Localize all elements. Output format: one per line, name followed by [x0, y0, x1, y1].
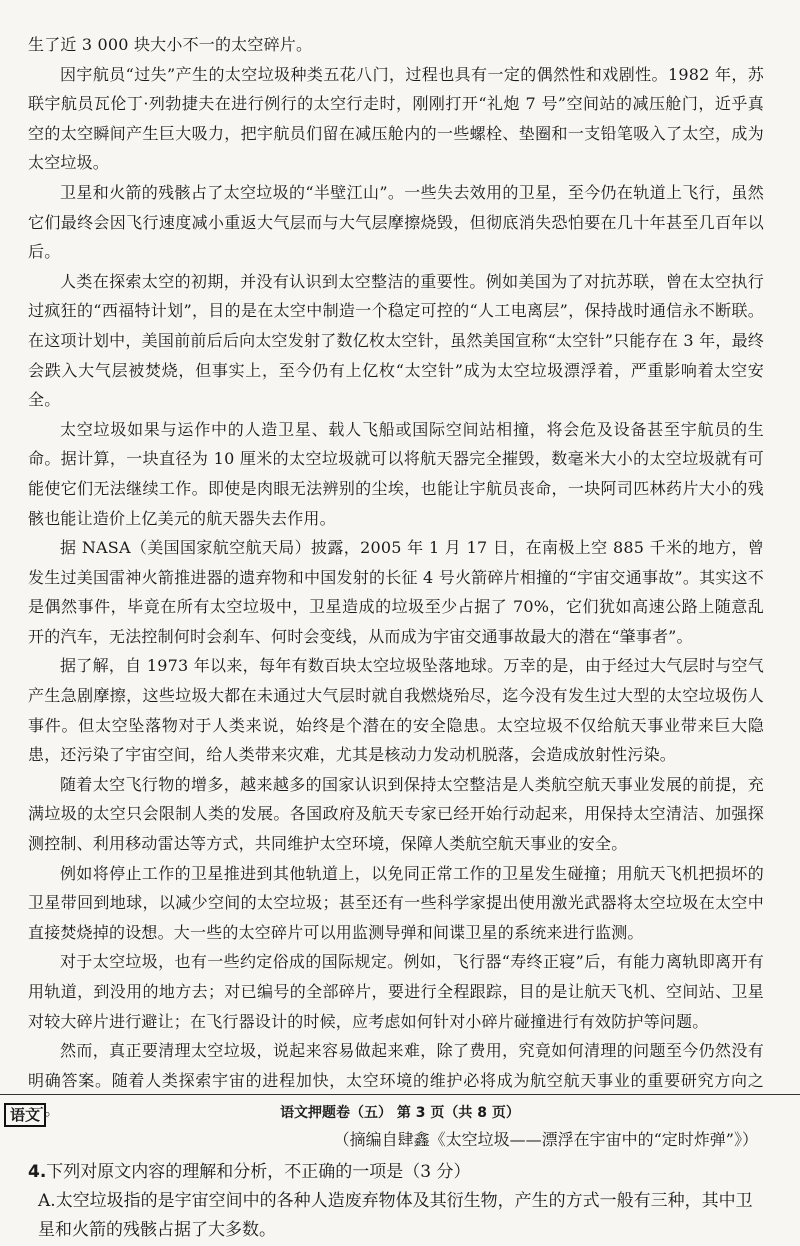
- paragraph: 卫星和火箭的残骸占了太空垃圾的“半壁江山”。一些失去效用的卫星，至今仍在轨道上飞行，虽然它们最终会因飞行速度减小重返大气层而与大气层摩擦烧毁，但彻底消失恐怕要在几十年甚至几百年以后。: [28, 182, 764, 262]
- paragraph: 随着太空飞行物的增多，越来越多的国家认识到保持太空整洁是人类航空航天事业发展的前提，充满垃圾的太空只会限制人类的发展。各国政府及航天专家已经开始行动起来，用保持太空清洁、加强探测控制、利用移动雷达等方式，共同维护太空环境，保障人类航空航天事业的安全。: [28, 774, 764, 854]
- page-footer: [0, 1094, 800, 1131]
- question-options: [28, 1187, 764, 1246]
- paragraph: 对于太空垃圾，也有一些约定俗成的国际规定。例如，飞行器“寿终正寝”后，有能力离轨即离开有用轨道，到没用的地方去；对已编号的全部碎片，要进行全程跟踪，目的是让航天飞机、空间站、卫星对较大碎片进行避让；在飞行器设计的时候，应考虑如何针对小碎片碰撞进行有效防护等问题。: [28, 952, 764, 1031]
- paragraph: 然而，真正要清理太空垃圾，说起来容易做起来难，除了费用，究竟如何清理的问题至今仍然没有明确答案。随着人类探索宇宙的进程加快，太空环境的维护必将成为航空航天事业的重要研究方向之一。: [28, 1041, 764, 1120]
- paragraph: 生了近 3 000 块大小不一的太空碎片。: [28, 35, 313, 54]
- paragraph: 人类在探索太空的初期，并没有认识到太空整洁的重要性。例如美国为了对抗苏联，曾在太空执行过疯狂的“西福特计划”，目的是在太空中制造一个稳定可控的“人工电离层”，保持战时通信永不断联。在这项计划中，美国前前后后向太空发射了数亿枚太空针，虽然美国宣称“太空针”只能存在 3 年，最终会跌入大气层被焚烧，但事实上，至今仍有上亿枚“太空针”成为太空垃圾漂浮着，严重影响着太空安全。: [28, 271, 764, 410]
- question-text: 下列对原文内容的理解和分析，不正确的一项是（3 分）: [46, 1161, 471, 1182]
- article-source: （摘编自肆鑫《太空垃圾——漂浮在宇宙中的“定时炸弹”》）: [333, 1129, 758, 1149]
- paragraph: 太空垃圾如果与运作中的人造卫星、载人飞船或国际空间站相撞，将会危及设备甚至宇航员的生命。据计算，一块直径为 10 厘米的太空垃圾就可以将航天器完全摧毁，数毫米大小的太空垃圾就有可能使它们无法继续工作。即使是肉眼无法辨别的尘埃，也能让宇航员丧命，一块阿司匹林药片大小的残骸也能让造价上亿美元的航天器失去作用。: [28, 419, 764, 528]
- paragraph: 因宇航员“过失”产生的太空垃圾种类五花八门，过程也具有一定的偶然性和戏剧性。1982 年，苏联宇航员瓦伦丁·列勃捷夫在进行例行的太空行走时，刚刚打开“礼炮 7 号”空间站的减压舱门，近乎真空的太空瞬间产生巨大吸力，把宇航员们留在减压舱内的一些螺栓、垫圈和一支铅笔吸入了太空，成为太空垃圾。: [28, 64, 764, 173]
- option-text: 太空垃圾指的是宇宙空间中的各种人造废弃物体及其衍生物，产生的方式一般有三种，其中卫星和火箭的残骸占据了大多数。: [38, 1190, 753, 1241]
- option-a: [28, 1187, 764, 1246]
- paragraph: 据 NASA（美国国家航空航天局）披露，2005 年 1 月 17 日，在南极上空 885 千米的地方，曾发生过美国雷神火箭推进器的遗弃物和中国发射的长征 4 号火箭碎片相撞的“宇宙交通事故”。其实这不是偶然事件，毕竟在所有太空垃圾中，卫星造成的垃圾至少占据了 70%，它们犹如高速公路上随意乱开的汽车，无法控制何时会刹车、何时会变线，从而成为宇宙交通事故最大的潜在“肇事者”。: [28, 538, 764, 646]
- paragraph: 例如将停止工作的卫星推进到其他轨道上，以免同正常工作的卫星发生碰撞；用航天飞机把损坏的卫星带回到地球，以减少空间的太空垃圾；甚至还有一些科学家提出使用激光武器将太空垃圾在太空中直接焚烧掉的设想。大一些的太空碎片可以用监测导弹和间谍卫星的系统来进行监测。: [28, 863, 764, 942]
- page-number-info: 语文押题卷（五） 第 3 页（共 8 页）: [280, 1105, 520, 1121]
- paragraph: 据了解，自 1973 年以来，每年有数百块太空垃圾坠落地球。万幸的是，由于经过大气层时与空气产生急剧摩擦，这些垃圾大都在未通过大气层时就自我燃烧殆尽，迄今没有发生过大型的太空垃圾伤人事件。但太空坠落物对于人类来说，始终是个潜在的安全隐患。太空垃圾不仅给航天事业带来巨大隐患，还污染了宇宙空间，给人类带来灾难，尤其是核动力发动机脱落，会造成放射性污染。: [28, 656, 764, 765]
- subject-tag: 语文: [4, 1103, 46, 1127]
- option-label: A.: [38, 1190, 56, 1211]
- question-4: [28, 1157, 764, 1187]
- question-number: 4.: [28, 1161, 47, 1182]
- article-body: [28, 30, 764, 1125]
